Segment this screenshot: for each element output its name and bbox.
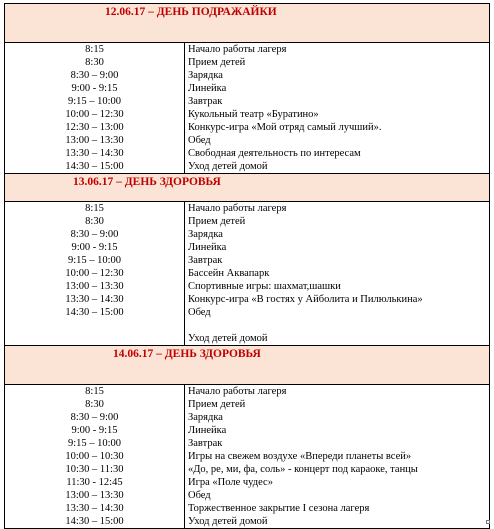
table-row xyxy=(5,56,490,69)
time-cell: 10:00 – 12:30 xyxy=(5,267,185,280)
table-row xyxy=(5,160,490,173)
time-cell: 8:30 – 9:00 xyxy=(5,411,185,424)
time-cell: 12:30 – 13:00 xyxy=(5,121,185,134)
event-cell: Обед xyxy=(185,489,490,502)
event-cell: Кукольный театр «Буратино» xyxy=(185,108,490,121)
event-cell: Линейка xyxy=(185,82,490,95)
event-cell: Игры на свежем воздухе «Впереди планеты всей» xyxy=(185,450,490,463)
event-cell: Завтрак xyxy=(185,254,490,267)
event-cell: Завтрак xyxy=(185,437,490,450)
time-cell: 10:30 – 11:30 xyxy=(5,463,185,476)
day-title: 14.06.17 – ДЕНЬ ЗДОРОВЬЯ xyxy=(113,348,261,360)
table-row xyxy=(5,108,490,121)
time-cell: 8:15 xyxy=(5,385,185,398)
time-cell: 10:00 – 12:30 xyxy=(5,108,185,121)
time-cell: 9:00 - 9:15 xyxy=(5,241,185,254)
event-cell: Уход детей домой xyxy=(185,515,490,528)
time-cell: 8:15 xyxy=(5,43,185,56)
time-cell: 8:30 – 9:00 xyxy=(5,69,185,82)
event-cell: Уход детей домой xyxy=(185,332,490,345)
event-cell: Зарядка xyxy=(185,69,490,82)
table-row xyxy=(5,215,490,228)
time-cell: 8:15 xyxy=(5,202,185,215)
table-row xyxy=(5,147,490,160)
event-cell: Обед xyxy=(185,134,490,147)
event-cell: Прием детей xyxy=(185,215,490,228)
table-row xyxy=(5,476,490,489)
day-schedule xyxy=(5,202,490,346)
day-title: 13.06.17 – ДЕНЬ ЗДОРОВЬЯ xyxy=(73,176,221,188)
day-header xyxy=(5,174,490,202)
time-cell: 9:00 - 9:15 xyxy=(5,82,185,95)
time-cell: 8:30 xyxy=(5,398,185,411)
table-resize-handle[interactable] xyxy=(486,520,490,524)
time-cell: 13:00 – 13:30 xyxy=(5,134,185,147)
event-cell: Обед xyxy=(185,306,490,319)
table-row xyxy=(5,437,490,450)
time-cell xyxy=(5,319,185,332)
time-cell: 13:00 – 13:30 xyxy=(5,280,185,293)
day-title: 12.06.17 – ДЕНЬ ПОДРАЖАЙКИ xyxy=(105,6,277,18)
event-cell: Конкурс-игра «Мой отряд самый лучший». xyxy=(185,121,490,134)
time-cell: 14:30 – 15:00 xyxy=(5,160,185,173)
event-cell xyxy=(185,319,490,332)
table-row xyxy=(5,319,490,332)
time-cell xyxy=(5,332,185,345)
time-cell: 11:30 - 12:45 xyxy=(5,476,185,489)
time-cell: 9:15 – 10:00 xyxy=(5,254,185,267)
time-cell: 9:15 – 10:00 xyxy=(5,95,185,108)
table-row xyxy=(5,280,490,293)
table-row xyxy=(5,254,490,267)
table-row xyxy=(5,82,490,95)
time-cell: 13:30 – 14:30 xyxy=(5,293,185,306)
table-row xyxy=(5,134,490,147)
table-row xyxy=(5,121,490,134)
table-row xyxy=(5,515,490,528)
time-cell: 10:00 – 10:30 xyxy=(5,450,185,463)
table-row xyxy=(5,463,490,476)
table-row xyxy=(5,489,490,502)
table-row xyxy=(5,293,490,306)
event-cell: Линейка xyxy=(185,424,490,437)
time-cell: 14:30 – 15:00 xyxy=(5,306,185,319)
table-row xyxy=(5,69,490,82)
day-schedule xyxy=(5,43,490,174)
event-cell: Зарядка xyxy=(185,411,490,424)
time-cell: 13:30 – 14:30 xyxy=(5,147,185,160)
event-cell: Торжественное закрытие I сезона лагеря xyxy=(185,502,490,515)
event-cell: Спортивные игры: шахмат,шашки xyxy=(185,280,490,293)
table-row xyxy=(5,241,490,254)
time-cell: 13:00 – 13:30 xyxy=(5,489,185,502)
table-row xyxy=(5,411,490,424)
table-row xyxy=(5,306,490,319)
event-cell: Прием детей xyxy=(185,398,490,411)
event-cell: Завтрак xyxy=(185,95,490,108)
table-row xyxy=(5,398,490,411)
event-cell: Уход детей домой xyxy=(185,160,490,173)
table-row xyxy=(5,95,490,108)
table-row xyxy=(5,385,490,398)
event-cell: «До, ре, ми, фа, соль» - концерт под караоке, танцы xyxy=(185,463,490,476)
event-cell: Начало работы лагеря xyxy=(185,385,490,398)
event-cell: Прием детей xyxy=(185,56,490,69)
time-cell: 8:30 xyxy=(5,215,185,228)
table-row xyxy=(5,267,490,280)
time-cell: 8:30 xyxy=(5,56,185,69)
event-cell: Игра «Поле чудес» xyxy=(185,476,490,489)
event-cell: Зарядка xyxy=(185,228,490,241)
day-header xyxy=(5,4,490,43)
time-cell: 9:15 – 10:00 xyxy=(5,437,185,450)
table-row xyxy=(5,43,490,56)
time-cell: 13:30 – 14:30 xyxy=(5,502,185,515)
event-cell: Линейка xyxy=(185,241,490,254)
day-header xyxy=(5,346,490,385)
table-row xyxy=(5,332,490,345)
time-cell: 9:00 - 9:15 xyxy=(5,424,185,437)
event-cell: Бассейн Аквапарк xyxy=(185,267,490,280)
event-cell: Начало работы лагеря xyxy=(185,202,490,215)
schedule-table xyxy=(4,3,490,529)
table-row xyxy=(5,228,490,241)
event-cell: Конкурс-игра «В гостях у Айболита и Пилюлькина» xyxy=(185,293,490,306)
table-row xyxy=(5,450,490,463)
day-schedule xyxy=(5,385,490,529)
time-cell: 8:30 – 9:00 xyxy=(5,228,185,241)
time-cell: 14:30 – 15:00 xyxy=(5,515,185,528)
table-row xyxy=(5,502,490,515)
event-cell: Свободная деятельность по интересам xyxy=(185,147,490,160)
table-row xyxy=(5,424,490,437)
event-cell: Начало работы лагеря xyxy=(185,43,490,56)
table-row xyxy=(5,202,490,215)
